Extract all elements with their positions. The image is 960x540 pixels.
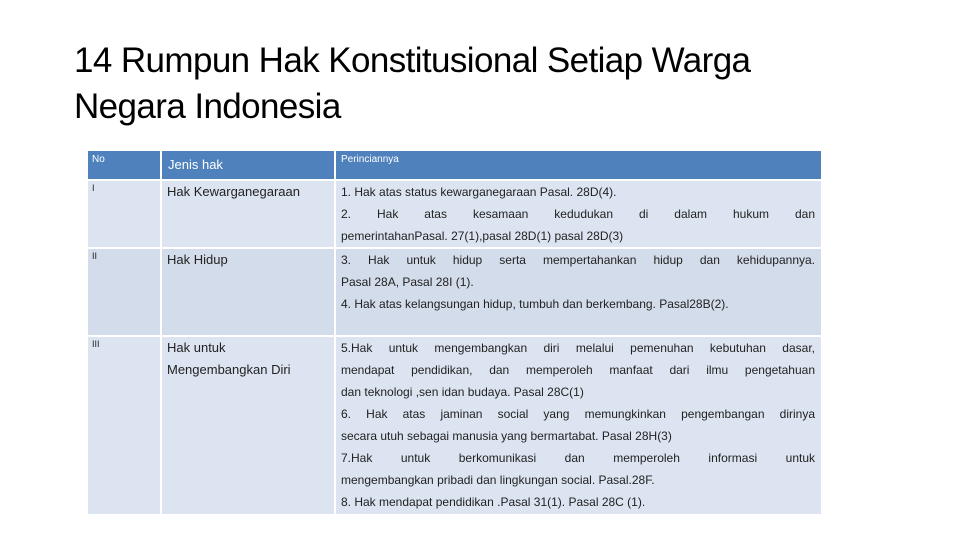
table-row <box>88 180 821 248</box>
row-perinciannya <box>335 180 821 248</box>
table-row <box>88 248 821 336</box>
row-perinciannya <box>335 248 821 336</box>
rincian-line: 4. Hak atas kelangsungan hidup, tumbuh dan berkembang. Pasal28B(2). <box>341 297 729 311</box>
header-jenis-hak: Jenis hak <box>161 151 335 180</box>
rincian-line: mengembangkan pribadi dan lingkungan social. Pasal.28F. <box>341 473 655 487</box>
slide-title-line-1: 14 Rumpun Hak Konstitusional Setiap Warga <box>74 41 751 80</box>
rincian-line: 3. Hak untuk hidup serta mempertahankan hidup dan kehidupannya. <box>341 253 815 267</box>
rincian-line: 8. Hak mendapat pendidikan .Pasal 31(1). Pasal 28C (1). <box>341 495 646 509</box>
row-perinciannya <box>335 336 821 514</box>
row-jenis-hak: Hak Kewarganegaraan <box>161 180 335 248</box>
table-header-row <box>88 151 821 180</box>
row-jenis-hak <box>161 336 335 514</box>
rincian-line: 1. Hak atas status kewarganegaraan Pasal. 28D(4). <box>341 185 617 199</box>
row-jenis-hak: Hak Hidup <box>161 248 335 336</box>
rincian-line: 7.Hak untuk berkomunikasi dan memperoleh informasi untuk <box>341 451 815 465</box>
row-no: III <box>88 336 161 514</box>
rights-table <box>88 151 821 514</box>
rincian-line: secara utuh sebagai manusia yang bermartabat. Pasal 28H(3) <box>341 429 672 443</box>
jenis-line: Mengembangkan Diri <box>167 362 291 377</box>
rincian-line: 6. Hak atas jaminan social yang memungkinkan pengembangan dirinya <box>341 407 815 421</box>
row-no: II <box>88 248 161 336</box>
header-perinciannya: Perinciannya <box>335 151 821 180</box>
rincian-line: Pasal 28A, Pasal 28I (1). <box>341 275 474 289</box>
row-no: I <box>88 180 161 248</box>
header-no: No <box>88 151 161 180</box>
table-row <box>88 336 821 514</box>
slide-title <box>74 38 914 130</box>
jenis-line: Hak untuk <box>167 340 226 355</box>
rincian-line: mendapat pendidikan, dan memperoleh manfaat dari ilmu pengetahuan <box>341 363 815 377</box>
rincian-line: 2. Hak atas kesamaan kedudukan di dalam hukum dan <box>341 207 815 221</box>
slide-title-line-2: Negara Indonesia <box>74 87 341 126</box>
rincian-line: 5.Hak untuk mengembangkan diri melalui pemenuhan kebutuhan dasar, <box>341 341 815 355</box>
rincian-line: pemerintahanPasal. 27(1),pasal 28D(1) pasal 28D(3) <box>341 229 624 243</box>
rincian-line: dan teknologi ,sen idan budaya. Pasal 28C(1) <box>341 385 584 399</box>
